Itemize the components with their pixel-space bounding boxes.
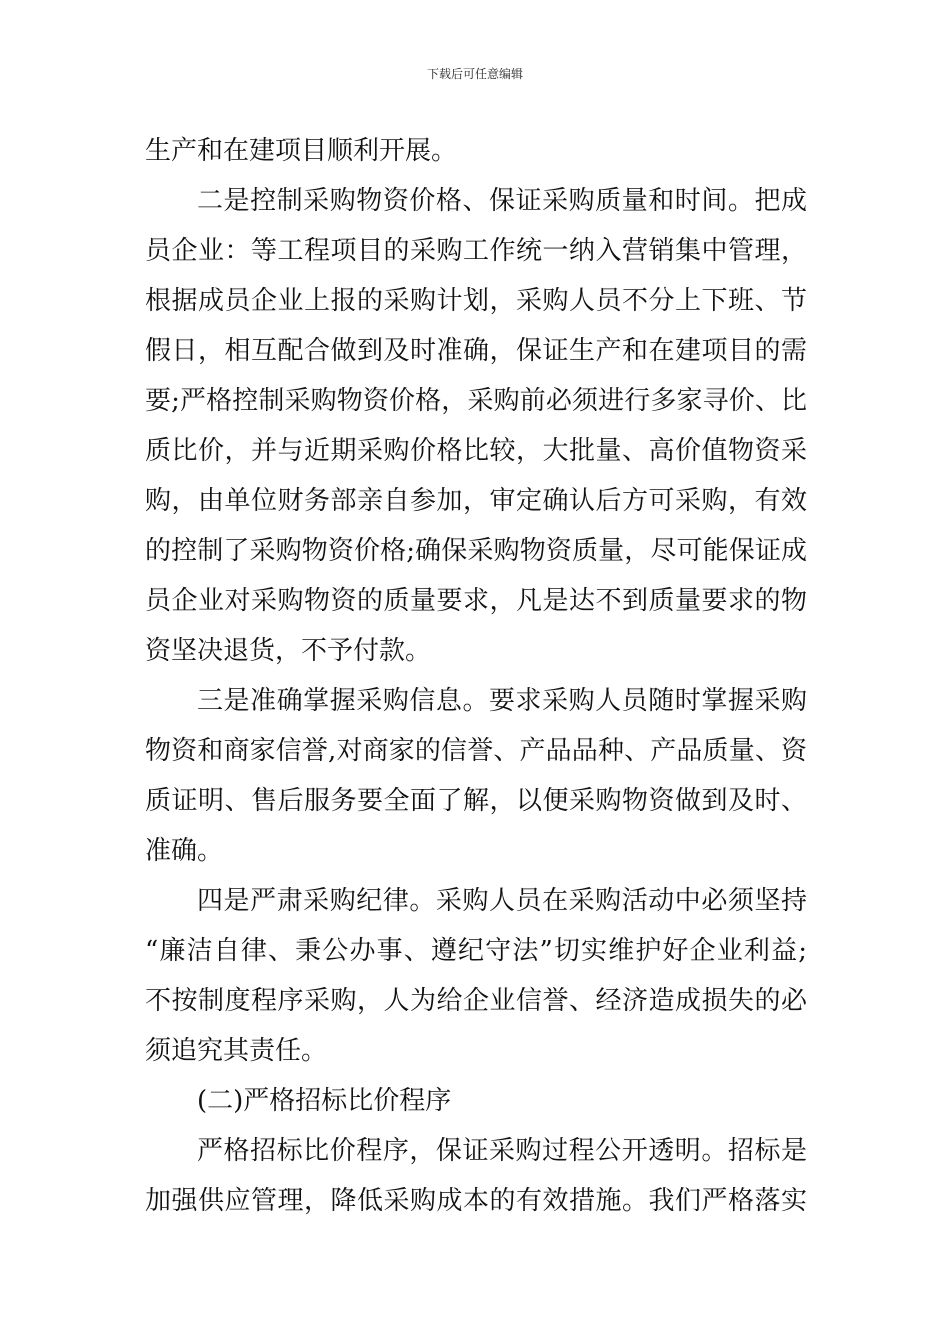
text-line: 加强供应管理，降低采购成本的有效措施。我们严格落实 bbox=[145, 1186, 807, 1216]
section-heading: (二)严格招标比价程序 bbox=[197, 1086, 452, 1116]
page-header: 下载后可任意编辑 bbox=[426, 67, 523, 81]
text-line: 不按制度程序采购，人为给企业信誉、经济造成损失的必 bbox=[145, 986, 807, 1016]
text-line: 须追究其责任。 bbox=[145, 1036, 328, 1066]
text-line: 要;严格控制采购物资价格，采购前必须进行多家寻价、比 bbox=[145, 386, 807, 416]
text-line: 根据成员企业上报的采购计划，采购人员不分上下班、节 bbox=[145, 286, 807, 316]
text-line: 生产和在建项目顺利开展。 bbox=[145, 136, 458, 166]
paragraph-first-line: 严格招标比价程序，保证采购过程公开透明。招标是 bbox=[197, 1136, 807, 1166]
text-line: 质证明、售后服务要全面了解，以便采购物资做到及时、 bbox=[145, 786, 807, 816]
paragraph-first-line: 三是准确掌握采购信息。要求采购人员随时掌握采购 bbox=[197, 686, 807, 716]
text-line: 购，由单位财务部亲自参加，审定确认后方可采购，有效 bbox=[145, 486, 807, 516]
body-text bbox=[145, 126, 807, 1226]
paragraph-first-line: 二是控制采购物资价格、保证采购质量和时间。把成 bbox=[197, 186, 807, 216]
text-line: 资坚决退货，不予付款。 bbox=[145, 636, 432, 666]
text-line: 准确。 bbox=[145, 836, 224, 866]
text-line: 假日，相互配合做到及时准确，保证生产和在建项目的需 bbox=[145, 336, 807, 366]
text-line: “廉洁自律、秉公办事、遵纪守法”切实维护好企业利益; bbox=[145, 936, 807, 966]
paragraph-first-line: 四是严肃采购纪律。采购人员在采购活动中必须坚持 bbox=[197, 886, 807, 916]
text-line: 的控制了采购物资价格;确保采购物资质量，尽可能保证成 bbox=[145, 536, 807, 566]
text-line: 物资和商家信誉,对商家的信誉、产品品种、产品质量、资 bbox=[145, 736, 807, 766]
text-line: 员企业对采购物资的质量要求，凡是达不到质量要求的物 bbox=[145, 586, 807, 616]
text-line: 质比价，并与近期采购价格比较，大批量、高价值物资采 bbox=[145, 436, 807, 466]
text-line: 员企业：等工程项目的采购工作统一纳入营销集中管理， bbox=[145, 236, 807, 266]
